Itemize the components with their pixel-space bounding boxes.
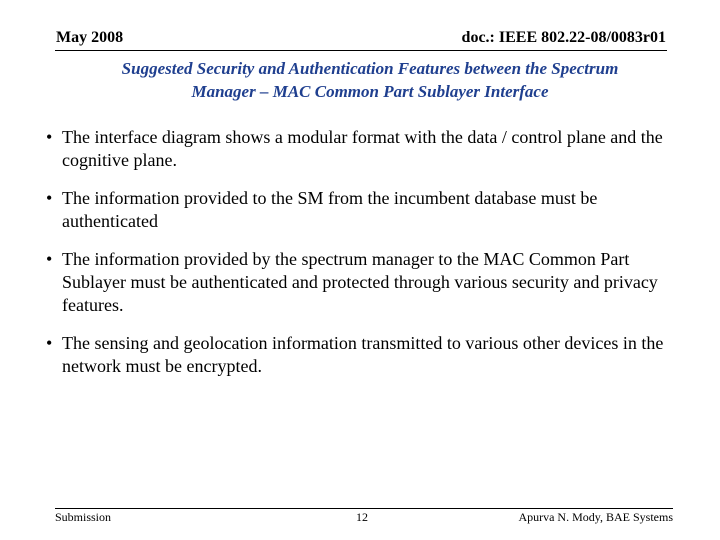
bullet-item: • The information provided to the SM from the incumbent database must be authenticated [46, 187, 676, 233]
bullet-item: • The information provided by the spectrum manager to the MAC Common Part Sublayer must be authenticated and protected through various security and privacy features. [46, 248, 676, 317]
footer-page-number: 12 [356, 510, 368, 524]
slide-title-line-1: Suggested Security and Authentication Features between the Spectrum [121, 59, 619, 78]
bullet-item: • The sensing and geolocation information transmitted to various other devices in the network must be encrypted. [46, 332, 676, 378]
header-divider [55, 50, 667, 51]
bullet-list [46, 126, 676, 393]
footer-submission-label: Submission [55, 510, 112, 524]
header-date: May 2008 [56, 29, 124, 46]
footer-divider [55, 508, 673, 509]
bullet-item: • The interface diagram shows a modular format with the data / control plane and the cognitive plane. [46, 126, 676, 172]
slide-title [40, 57, 700, 103]
header-doc-id: doc.: IEEE 802.22-08/0083r01 [461, 29, 666, 46]
slide-title-line-2: Manager – MAC Common Part Sublayer Interface [191, 82, 549, 101]
footer-author: Apurva N. Mody, BAE Systems [518, 510, 673, 524]
